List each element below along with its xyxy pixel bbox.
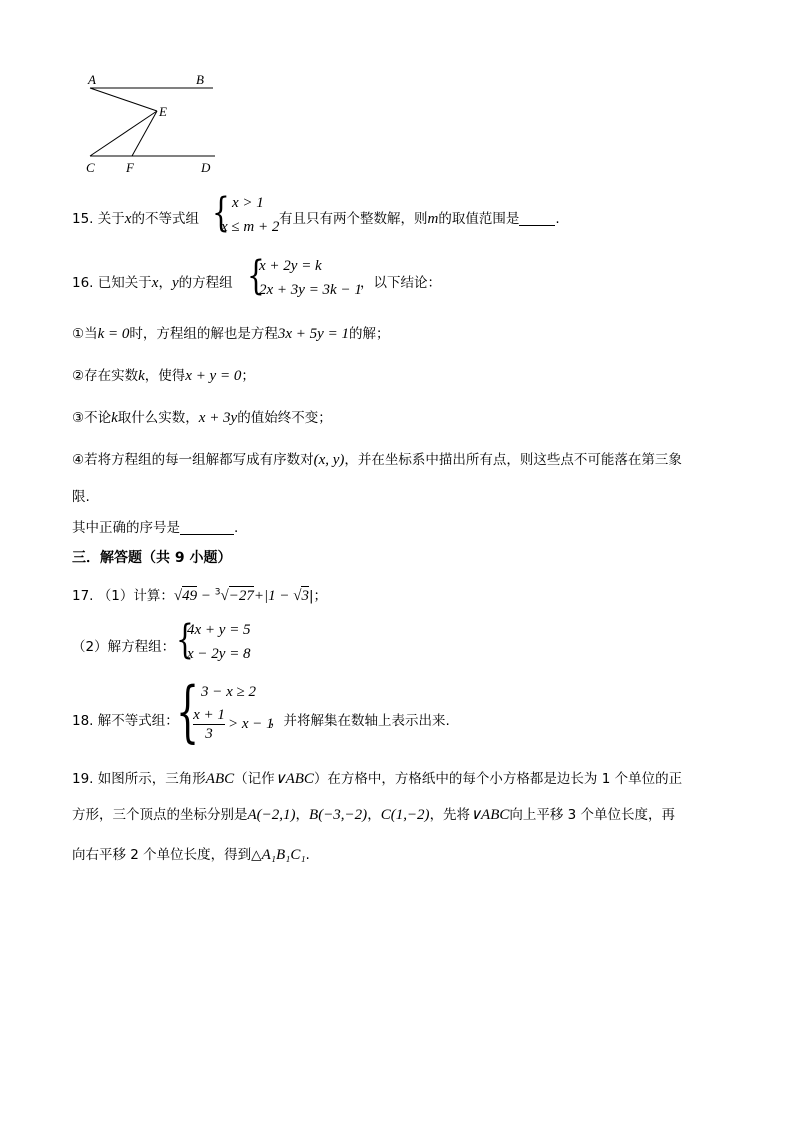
q18-line (72, 709, 179, 729)
geometry-figure (80, 68, 230, 178)
q15-answer-blank[interactable] (519, 211, 555, 226)
q16-s4-pre: ④若将方程组的每一组解都写成有序数对 (72, 452, 314, 468)
q16-s1-eq: 3x + 5y = 1 (277, 326, 349, 342)
segment-ae (90, 88, 157, 111)
q17-abs-expr: +|1 − (253, 588, 294, 604)
label-d: D (201, 160, 211, 175)
q15-system-line2: x ≤ m + 2 (221, 219, 280, 235)
q16-number: 16. (72, 275, 94, 291)
segment-fe (132, 111, 157, 156)
label-e: E (159, 104, 167, 119)
label-c: C (86, 160, 95, 175)
q18-pre: 解不等式组： (97, 713, 179, 729)
label-b: B (196, 72, 204, 87)
q15-end: . (555, 211, 560, 227)
q15-var-m: m (427, 211, 439, 227)
q15-brace: { (212, 190, 230, 236)
segment-ce (90, 111, 157, 156)
q17-cube-index: 3 (214, 587, 221, 598)
q17-system-line1: 4x + y = 5 (187, 622, 251, 638)
q19-a1b1c1: A₁B₁C₁ (261, 847, 306, 863)
q16-var-y: y (171, 275, 179, 291)
q16-statement-3 (72, 406, 332, 427)
q19-vabc2: ∨ABC (470, 807, 510, 823)
q16-brace: { (247, 253, 265, 299)
q16-s2-k: k (138, 368, 145, 384)
q18-fraction (193, 707, 225, 743)
q17-sqrt3: 3 (301, 588, 309, 604)
q16-comma: ， (158, 275, 172, 291)
q18-frac-den: 3 (205, 726, 213, 742)
q19-l1b: （记作 (234, 771, 275, 787)
q19-tri: △ (251, 847, 262, 863)
q16-s3-pre: ③不论 (72, 410, 112, 426)
q18-system-line1: 3 − x ≥ 2 (201, 684, 257, 700)
q18-brace: { (176, 673, 200, 750)
q16-s2-end: ； (241, 368, 255, 384)
q16-s2-pre: ②存在实数 (72, 368, 139, 384)
q19-line2 (72, 803, 675, 824)
label-f: F (126, 160, 134, 175)
q17-part2: （2）解方程组： (72, 639, 176, 655)
q16-system-line1: x + 2y = k (259, 258, 322, 274)
q19-pt-a: A(−2,1) (247, 807, 296, 823)
sqrt-sign-1: √ (173, 588, 183, 604)
q16-s1-cond: k = 0 (97, 326, 130, 342)
q16-answer-pre: 其中正确的序号是 (72, 520, 180, 536)
q16-var-x: x (151, 275, 159, 291)
q15-number: 15. (72, 211, 94, 227)
q18-post: ，并将解集在数轴上表示出来. (270, 713, 450, 729)
q19-l3a: 向右平移 2 个单位长度，得到 (72, 847, 252, 863)
q17-system-line2: x − 2y = 8 (187, 646, 251, 662)
cbrt-sign: √ (220, 588, 229, 604)
q16-statement-4-cont: 限. (72, 489, 90, 505)
q16-answer-end: . (234, 520, 239, 536)
q17-abs-end: |； (308, 588, 327, 604)
q16-s1-end: 的解； (348, 326, 390, 342)
q15-pre: 关于 (97, 211, 125, 227)
q15-tail: 的取值范围是 (438, 211, 520, 227)
q19-pt-c: C(1,−2) (380, 807, 430, 823)
q16-s2-eq: x + y = 0 (185, 368, 242, 384)
label-a: A (88, 72, 96, 87)
q19-vabc: ∨ABC (274, 771, 314, 787)
q17-cbrt-arg: −27 (228, 588, 254, 604)
q18-line2-rest: > x − 1 (228, 716, 274, 732)
q19-sep2: ， (367, 807, 381, 823)
q16-mid: 的方程组 (178, 275, 233, 291)
q16-statement-4 (72, 448, 682, 469)
q19-l1c: ）在方格中，方格纸中的每个小方格都是边长为 1 个单位的正 (313, 771, 683, 787)
q16-answer-line (72, 516, 238, 536)
q16-s4-end: ，并在坐标系中描出所有点，则这些点不可能落在第三象 (344, 452, 682, 468)
q16-s1-pre: ①当 (72, 326, 98, 342)
q17-number: 17. (72, 588, 94, 604)
q16-post: ，以下结论： (360, 275, 441, 291)
q16-s4-pair: (x, y) (313, 452, 345, 468)
q16-s2-mid: ，使得 (144, 368, 186, 384)
q15-line (72, 207, 199, 228)
q17-minus: − (197, 588, 215, 604)
q19-line1 (72, 767, 682, 788)
q19-pt-b: B(−3,−2) (309, 807, 368, 823)
q19-l2b: ，先将 (429, 807, 471, 823)
q15-mid: 的不等式组 (131, 211, 199, 227)
section3-title: 三．解答题（共 9 小题） (72, 550, 232, 566)
q18-number: 18. (72, 713, 94, 729)
q16-line (72, 271, 233, 292)
q15-post-text: 有且只有两个整数解，则 (279, 211, 428, 227)
q16-pre: 已知关于 (97, 275, 152, 291)
q16-s3-k: k (111, 410, 118, 426)
q19-number: 19. (72, 771, 94, 787)
q16-s1-mid: 时，方程组的解也是方程 (129, 326, 278, 342)
q17-sqrt49: 49 (182, 588, 198, 604)
q19-l3-end: . (305, 847, 310, 863)
q16-statement-1 (72, 322, 389, 343)
q17-brace: { (176, 617, 194, 663)
q19-l2a: 方形，三个顶点的坐标分别是 (72, 807, 248, 823)
q15-system-line1: x > 1 (232, 195, 264, 211)
sqrt-sign-2: √ (293, 588, 302, 604)
q15-post (279, 207, 560, 228)
q16-system-line2: 2x + 3y = 3k − 1 (259, 282, 362, 298)
q16-s3-mid: 取什么实数， (117, 410, 199, 426)
q16-answer-blank[interactable] (180, 520, 234, 535)
q19-l1a: 如图所示，三角形 (97, 771, 206, 787)
q16-s3-expr: x + 3y (198, 410, 238, 426)
q19-abc: ABC (205, 771, 235, 787)
q16-s3-end: 的值始终不变； (237, 410, 332, 426)
q17-part1-label: （1）计算： (97, 588, 174, 604)
q16-statement-2 (72, 364, 255, 385)
q17-part1 (72, 584, 327, 605)
q15-var-x: x (124, 211, 132, 227)
q19-line3 (72, 843, 310, 864)
q18-frac-num: x + 1 (193, 707, 225, 723)
q19-l2c: 向上平移 3 个单位长度，再 (509, 807, 676, 823)
q19-sep1: ， (295, 807, 310, 823)
